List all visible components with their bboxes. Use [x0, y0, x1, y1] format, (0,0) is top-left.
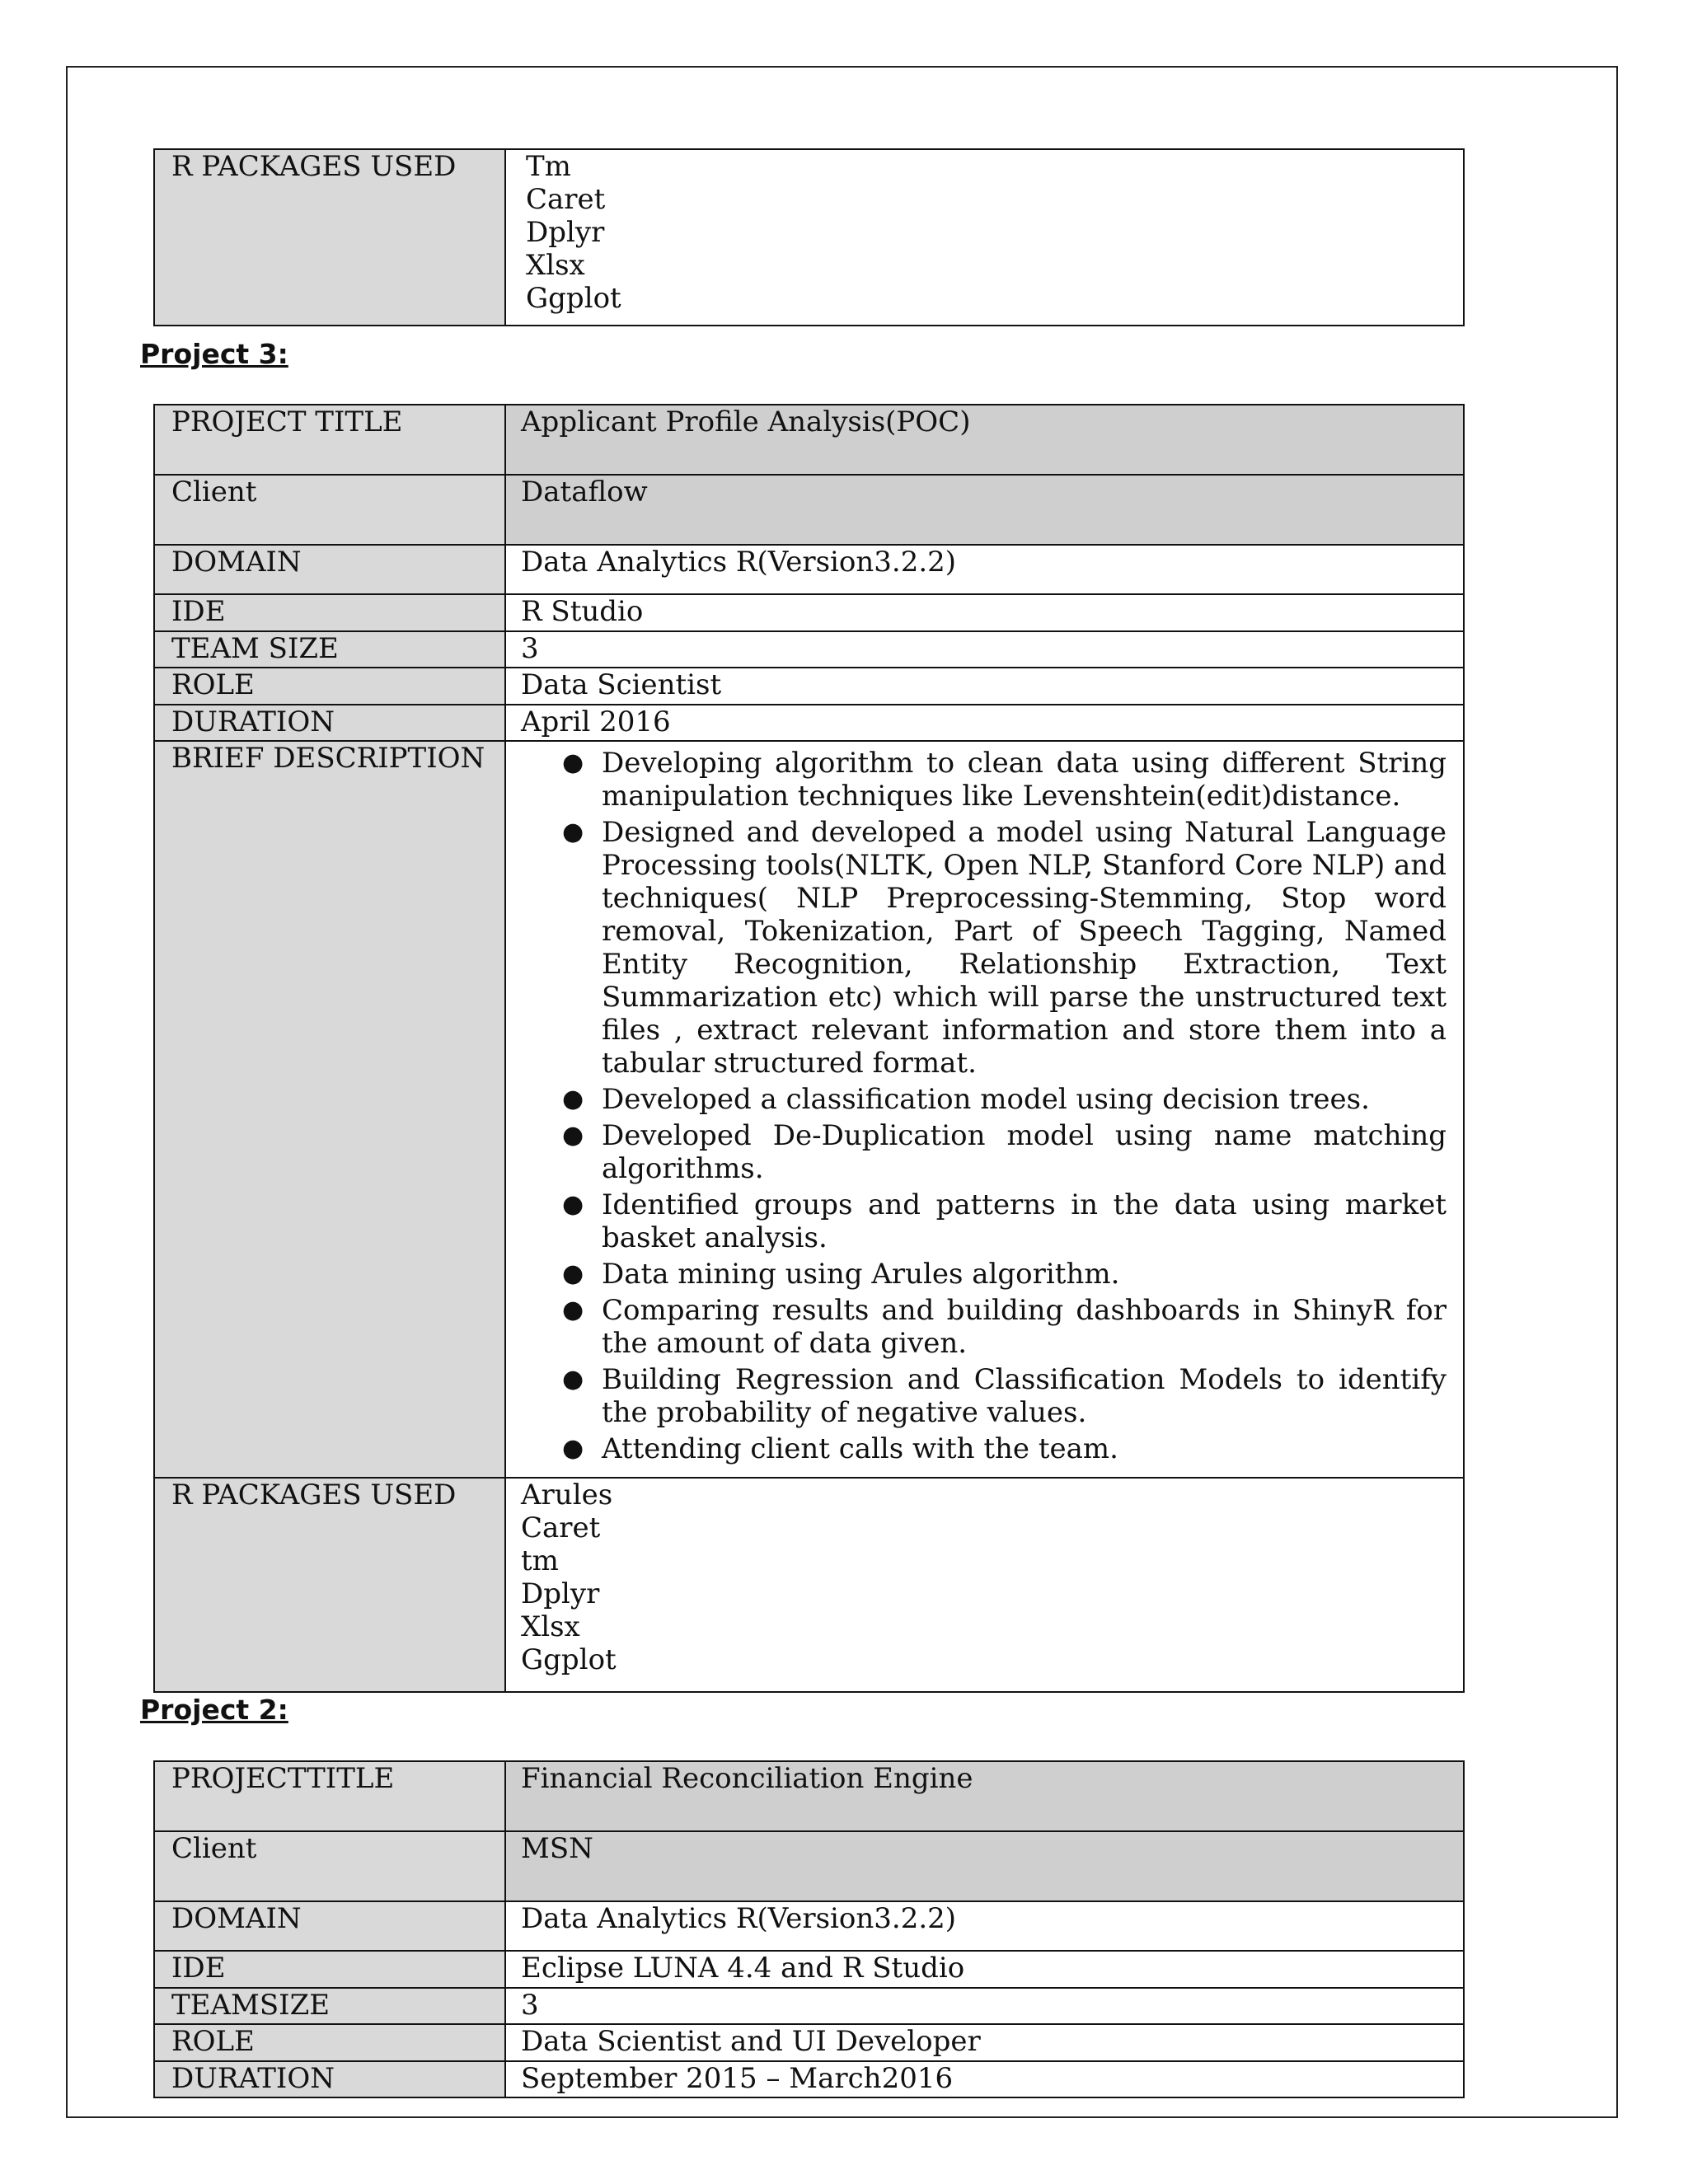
description-list [506, 742, 1463, 1477]
table-row [154, 1951, 1464, 1988]
description-cell [505, 741, 1464, 1478]
table-row [154, 705, 1464, 741]
description-item: ● Comparing results and building dashboards in ShinyR for the amount of data given. [562, 1294, 1447, 1360]
description-item: ● Attending client calls with the team. [562, 1432, 1118, 1465]
package-item: Dplyr [526, 216, 605, 249]
table-row [154, 2024, 1464, 2061]
row-label: DURATION [154, 705, 505, 741]
row-label: IDE [154, 594, 505, 631]
bullet-icon: ● [562, 1190, 584, 1219]
package-item: tm [521, 1544, 559, 1577]
bullet-icon: ● [562, 1259, 584, 1288]
package-item: Tm [526, 150, 571, 183]
table-row [154, 631, 1464, 668]
project2-table [153, 1760, 1465, 2098]
bullet-icon: ● [562, 1434, 584, 1463]
packages-label: R PACKAGES USED [154, 149, 505, 326]
package-item: Ggplot [521, 1643, 617, 1676]
row-value: Applicant Profile Analysis(POC) [505, 405, 1464, 475]
packages-value [505, 1478, 1464, 1692]
package-item: Xlsx [521, 1610, 580, 1643]
table-row [154, 1761, 1464, 1831]
row-value: Data Analytics R(Version3.2.2) [505, 545, 1464, 594]
bullet-icon: ● [562, 1296, 584, 1324]
description-item: ● Building Regression and Classification Models to identify the probability of negative values. [562, 1363, 1447, 1429]
table-row [154, 405, 1464, 475]
table-row [154, 1831, 1464, 1901]
project3-table [153, 404, 1465, 1693]
bullet-icon: ● [562, 1085, 584, 1113]
packages-list [526, 150, 1463, 315]
table-row [154, 594, 1464, 631]
bullet-icon: ● [562, 1365, 584, 1394]
row-value: Data Scientist and UI Developer [505, 2024, 1464, 2061]
row-value: Data Scientist [505, 668, 1464, 705]
package-item: Xlsx [526, 249, 585, 282]
table-row [154, 741, 1464, 1478]
row-label: Client [154, 475, 505, 545]
description-item: ● Developed a classification model using decision trees. [562, 1083, 1370, 1116]
row-value: Data Analytics R(Version3.2.2) [505, 1901, 1464, 1951]
table-row [154, 545, 1464, 594]
bullet-icon: ● [562, 818, 584, 846]
packages-table-top [153, 148, 1465, 326]
row-value: Dataflow [505, 475, 1464, 545]
description-item: ● Developed De-Duplication model using name matching algorithms. [562, 1119, 1447, 1185]
row-label: R PACKAGES USED [154, 1478, 505, 1692]
package-item: Caret [526, 183, 606, 216]
row-label: Client [154, 1831, 505, 1901]
row-label: BRIEF DESCRIPTION [154, 741, 505, 1478]
table-row [154, 475, 1464, 545]
row-value: MSN [505, 1831, 1464, 1901]
row-value: April 2016 [505, 705, 1464, 741]
package-item: Arules [521, 1479, 613, 1511]
description-item: ● Data mining using Arules algorithm. [562, 1258, 1120, 1291]
row-value: 3 [505, 1988, 1464, 2024]
row-value: September 2015 – March2016 [505, 2061, 1464, 2097]
row-label: TEAMSIZE [154, 1988, 505, 2024]
description-item: ● Designed and developed a model using Natural Language Processing tools(NLTK, Open NLP, Stanford Core NLP) and techniques( NLP Preprocessing-Stemming, Stop word removal, Tokenization, Part of Speech Tagging, Named Entity Recognition, Relationship Extraction, Text Summarization etc) which will parse the unstructured text files , extract relevant information and store them into a tabular structured format. [562, 816, 1447, 1080]
row-value: 3 [505, 631, 1464, 668]
row-label: ROLE [154, 668, 505, 705]
project3-heading: Project 3: [140, 338, 288, 370]
package-item: Dplyr [521, 1577, 600, 1610]
row-label: DOMAIN [154, 545, 505, 594]
table-row [154, 1988, 1464, 2024]
row-label: DURATION [154, 2061, 505, 2097]
row-label: DOMAIN [154, 1901, 505, 1951]
row-label: PROJECTTITLE [154, 1761, 505, 1831]
table-row [154, 668, 1464, 705]
table-row [154, 2061, 1464, 2097]
package-item: Ggplot [526, 282, 621, 315]
description-item: ● Identified groups and patterns in the data using market basket analysis. [562, 1188, 1447, 1254]
packages-value [505, 149, 1464, 326]
bullet-icon: ● [562, 1121, 584, 1150]
row-value: R Studio [505, 594, 1464, 631]
row-value: Financial Reconciliation Engine [505, 1761, 1464, 1831]
description-item: ● Developing algorithm to clean data using different String manipulation techniques like Levenshtein(edit)distance. [562, 747, 1447, 813]
row-label: TEAM SIZE [154, 631, 505, 668]
packages-list [521, 1479, 1463, 1676]
row-label: IDE [154, 1951, 505, 1988]
package-item: Caret [521, 1511, 601, 1544]
row-label: ROLE [154, 2024, 505, 2061]
row-label: PROJECT TITLE [154, 405, 505, 475]
project2-heading: Project 2: [140, 1694, 288, 1726]
row-value: Eclipse LUNA 4.4 and R Studio [505, 1951, 1464, 1988]
bullet-icon: ● [562, 748, 584, 777]
table-row [154, 1478, 1464, 1692]
table-row [154, 1901, 1464, 1951]
